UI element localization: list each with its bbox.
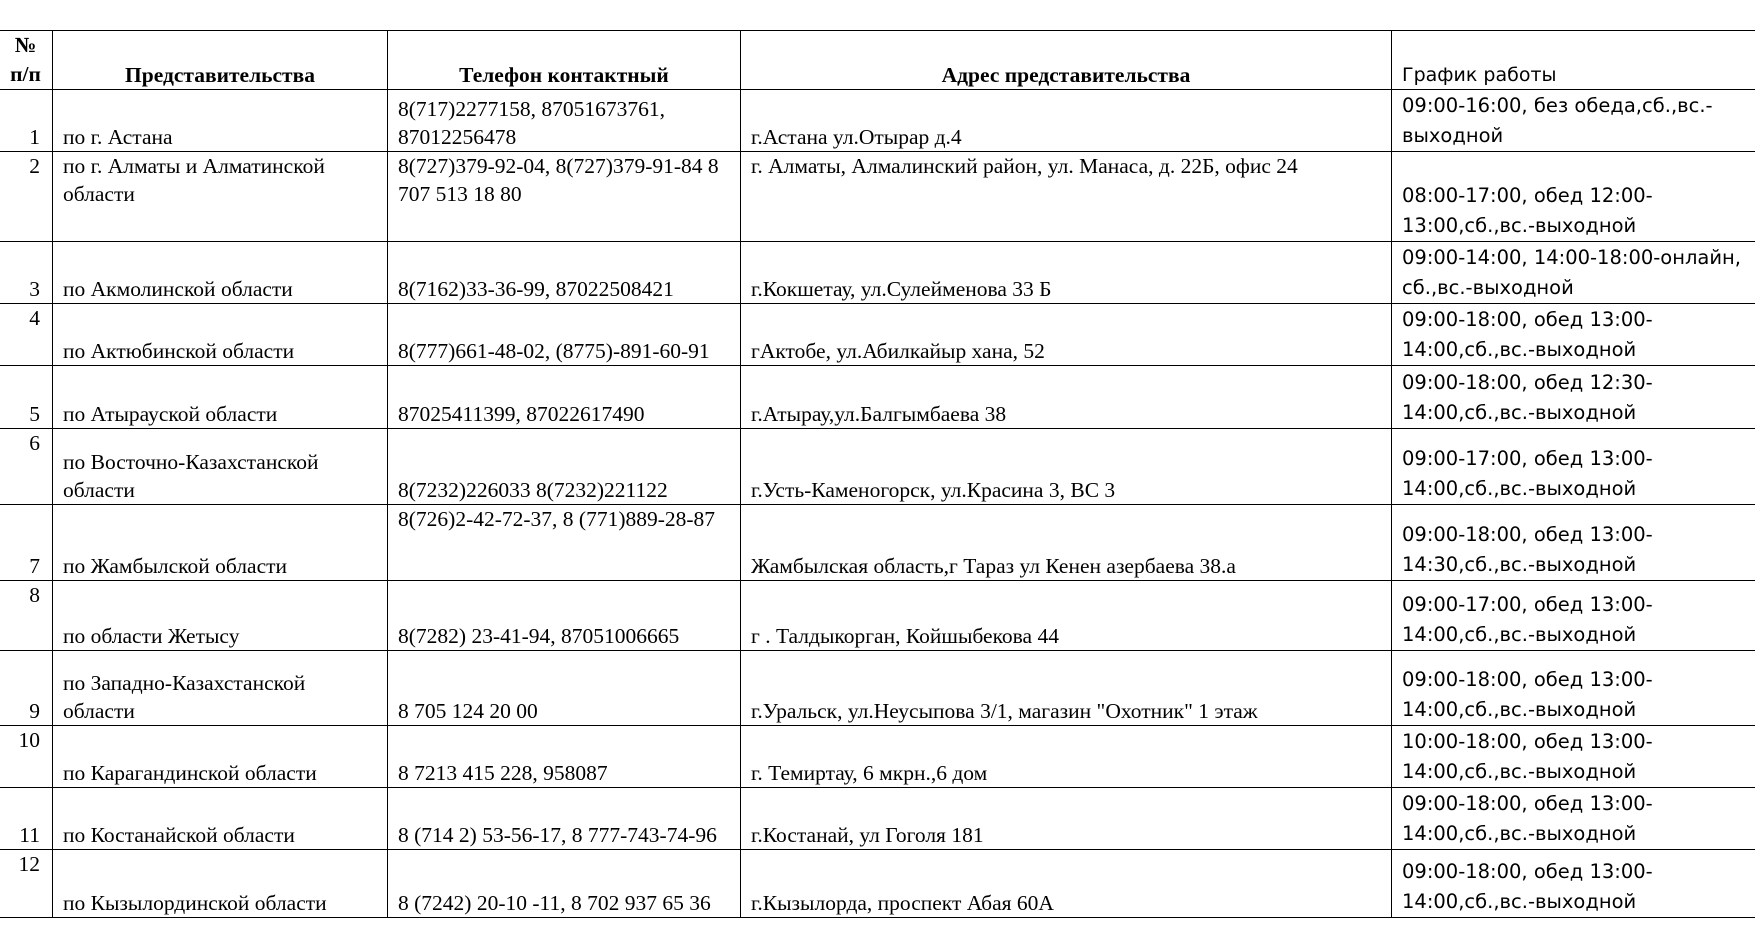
row-region: по г. Алматы и Алматинской области	[53, 152, 388, 242]
header-number-line1: №	[14, 33, 37, 57]
row-address: г. Алматы, Алмалинский район, ул. Манаса, д. 22Б, офис 24	[741, 152, 1392, 242]
row-region: по Актюбинской области	[53, 304, 388, 366]
row-phone: 8 7213 415 228, 958087	[388, 726, 741, 788]
row-region: по Атырауской области	[53, 366, 388, 429]
row-number: 10	[0, 726, 53, 788]
row-address: гАктобе, ул.Абилкайыр хана, 52	[741, 304, 1392, 366]
row-schedule: 09:00-14:00, 14:00-18:00-онлайн, сб.,вс.-выходной	[1392, 242, 1755, 304]
row-address: г. Темиртау, 6 мкрн.,6 дом	[741, 726, 1392, 788]
representatives-table	[0, 30, 1755, 918]
row-region: по Акмолинской области	[53, 242, 388, 304]
row-number: 6	[0, 429, 53, 505]
row-address: Жамбылская область,г Тараз ул Кенен азербаева 38.а	[741, 505, 1392, 581]
header-row	[0, 31, 1755, 90]
row-phone: 8 (714 2) 53-56-17, 8 777-743-74-96	[388, 788, 741, 850]
row-region: по Жамбылской области	[53, 505, 388, 581]
row-number: 8	[0, 581, 53, 651]
table-row	[0, 726, 1755, 788]
row-region: по Кызылординской области	[53, 850, 388, 918]
row-schedule: 09:00-17:00, обед 13:00-14:00,сб.,вс.-выходной	[1392, 581, 1755, 651]
row-region: по г. Астана	[53, 90, 388, 152]
row-address: г.Кокшетау, ул.Сулейменова 33 Б	[741, 242, 1392, 304]
row-phone: 8(777)661-48-02, (8775)-891-60-91	[388, 304, 741, 366]
header-phone: Телефон контактный	[388, 31, 741, 90]
row-region: по Восточно-Казахстанской области	[53, 429, 388, 505]
row-schedule: 08:00-17:00, обед 12:00-13:00,сб.,вс.-выходной	[1392, 152, 1755, 242]
row-number: 9	[0, 651, 53, 726]
row-region: по Западно-Казахстанской области	[53, 651, 388, 726]
row-number: 12	[0, 850, 53, 918]
table-row	[0, 505, 1755, 581]
row-schedule: 09:00-17:00, обед 13:00-14:00,сб.,вс.-выходной	[1392, 429, 1755, 505]
table-row	[0, 152, 1755, 242]
header-address: Адрес представительства	[741, 31, 1392, 90]
row-phone: 87025411399, 87022617490	[388, 366, 741, 429]
row-phone: 8 705 124 20 00	[388, 651, 741, 726]
row-address: г.Усть-Каменогорск, ул.Красина 3, ВС 3	[741, 429, 1392, 505]
row-number: 3	[0, 242, 53, 304]
row-phone: 8 (7242) 20-10 -11, 8 702 937 65 36	[388, 850, 741, 918]
row-schedule: 09:00-18:00, обед 13:00-14:00,сб.,вс.-выходной	[1392, 304, 1755, 366]
row-phone: 8(717)2277158, 87051673761, 87012256478	[388, 90, 741, 152]
table-row	[0, 429, 1755, 505]
table-row	[0, 788, 1755, 850]
table-row	[0, 366, 1755, 429]
table-row	[0, 651, 1755, 726]
row-number: 5	[0, 366, 53, 429]
row-number: 11	[0, 788, 53, 850]
row-schedule: 09:00-16:00, без обеда,сб.,вс.-выходной	[1392, 90, 1755, 152]
row-number: 1	[0, 90, 53, 152]
header-number	[0, 31, 53, 90]
row-schedule: 09:00-18:00, обед 13:00-14:30,сб.,вс.-выходной	[1392, 505, 1755, 581]
row-address: г.Атырау,ул.Балгымбаева 38	[741, 366, 1392, 429]
row-number: 2	[0, 152, 53, 242]
table-row	[0, 90, 1755, 152]
row-schedule: 10:00-18:00, обед 13:00-14:00,сб.,вс.-выходной	[1392, 726, 1755, 788]
header-region: Представительства	[53, 31, 388, 90]
row-region: по Карагандинской области	[53, 726, 388, 788]
header-number-line2: п/п	[10, 62, 41, 86]
row-number: 7	[0, 505, 53, 581]
row-phone: 8(727)379-92-04, 8(727)379-91-84 8 707 513 18 80	[388, 152, 741, 242]
row-schedule: 09:00-18:00, обед 13:00-14:00,сб.,вс.-выходной	[1392, 850, 1755, 918]
row-phone: 8(726)2-42-72-37, 8 (771)889-28-87	[388, 505, 741, 581]
table-row	[0, 581, 1755, 651]
row-phone: 8(7162)33-36-99, 87022508421	[388, 242, 741, 304]
row-address: г.Кызылорда, проспект Абая 60А	[741, 850, 1392, 918]
row-phone: 8(7232)226033 8(7232)221122	[388, 429, 741, 505]
table-row	[0, 304, 1755, 366]
row-schedule: 09:00-18:00, обед 13:00-14:00,сб.,вс.-выходной	[1392, 651, 1755, 726]
row-schedule: 09:00-18:00, обед 12:30-14:00,сб.,вс.-выходной	[1392, 366, 1755, 429]
row-address: г . Талдыкорган, Койшыбекова 44	[741, 581, 1392, 651]
table-row	[0, 242, 1755, 304]
header-schedule: График работы	[1392, 31, 1755, 90]
row-number: 4	[0, 304, 53, 366]
table-row	[0, 850, 1755, 918]
row-schedule: 09:00-18:00, обед 13:00-14:00,сб.,вс.-выходной	[1392, 788, 1755, 850]
row-region: по области Жетысу	[53, 581, 388, 651]
row-address: г.Костанай, ул Гоголя 181	[741, 788, 1392, 850]
row-phone: 8(7282) 23-41-94, 87051006665	[388, 581, 741, 651]
row-address: г.Уральск, ул.Неусыпова 3/1, магазин "Охотник" 1 этаж	[741, 651, 1392, 726]
row-address: г.Астана ул.Отырар д.4	[741, 90, 1392, 152]
row-region: по Костанайской области	[53, 788, 388, 850]
